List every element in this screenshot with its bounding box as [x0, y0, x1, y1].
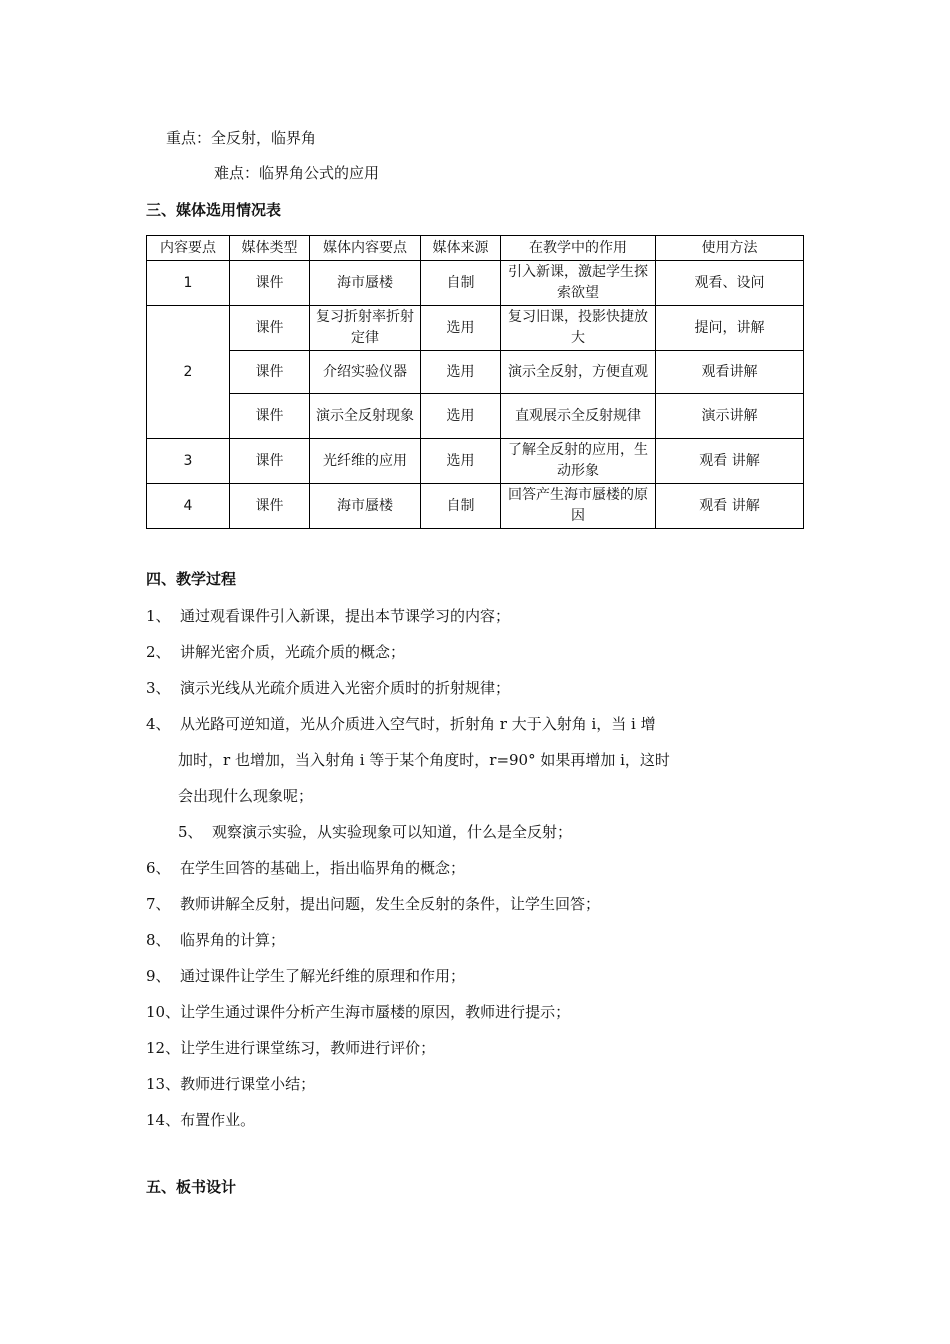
table-cell: 选用 [421, 439, 501, 484]
table-cell: 观看 讲解 [656, 439, 804, 484]
list-item-number: 1、 [146, 607, 171, 625]
list-item [146, 678, 510, 698]
list-item-text: 通过观看课件引入新课，提出本节课学习的内容； [180, 607, 511, 625]
list-item-continuation: 加时，r 也增加，当入射角 i 等于某个角度时，r=90° 如果再增加 i，这时 [178, 751, 670, 769]
list-item [178, 822, 572, 842]
table-cell: 复习折射率折射定律 [310, 306, 421, 351]
table-cell: 海市蜃楼 [310, 484, 421, 529]
table-row [147, 261, 804, 306]
list-item [146, 930, 285, 950]
list-item-text: 演示光线从光疏介质进入光密介质时的折射规律； [180, 679, 511, 697]
list-item-text: 教师讲解全反射，提出问题，发生全反射的条件，让学生回答； [180, 895, 601, 913]
key-point-line: 重点：全反射，临界角 [166, 129, 317, 147]
table-header-cell: 媒体类型 [230, 236, 310, 261]
section-3-title: 三、媒体选用情况表 [146, 201, 282, 219]
list-item [146, 606, 510, 626]
list-item-number: 2、 [146, 643, 171, 661]
table-cell: 海市蜃楼 [310, 261, 421, 306]
list-item-continuation: 会出现什么现象呢； [178, 787, 314, 805]
table-cell: 2 [147, 306, 230, 439]
table-cell: 观看、设问 [656, 261, 804, 306]
table-row [147, 484, 804, 529]
list-item-text: 临界角的计算； [180, 931, 286, 949]
table-cell: 课件 [230, 306, 310, 351]
table-cell: 演示全反射现象 [310, 394, 421, 439]
table-cell: 课件 [230, 484, 310, 529]
table-row [147, 439, 804, 484]
table-header-cell: 内容要点 [147, 236, 230, 261]
table-cell: 自制 [421, 484, 501, 529]
list-item [146, 1110, 255, 1130]
table-cell: 课件 [230, 261, 310, 306]
list-item-number: 9、 [146, 967, 171, 985]
list-item [146, 858, 465, 878]
list-item [146, 1002, 570, 1022]
table-cell: 选用 [421, 394, 501, 439]
table-cell: 观看讲解 [656, 351, 804, 394]
table-row [147, 351, 804, 394]
list-item [146, 894, 600, 914]
list-item-text: 在学生回答的基础上，指出临界角的概念； [180, 859, 466, 877]
table-cell: 自制 [421, 261, 501, 306]
table-cell: 了解全反射的应用，生动形象 [501, 439, 656, 484]
list-item-text: 观察演示实验，从实验现象可以知道，什么是全反射； [212, 823, 573, 841]
list-item-number: 8、 [146, 931, 171, 949]
table-cell: 1 [147, 261, 230, 306]
table-cell: 选用 [421, 306, 501, 351]
list-item-text: 让学生通过课件分析产生海市蜃楼的原因，教师进行提示； [180, 1003, 571, 1021]
table-cell: 演示讲解 [656, 394, 804, 439]
list-item-text: 教师进行课堂小结； [180, 1075, 316, 1093]
table-cell: 课件 [230, 351, 310, 394]
table-cell: 3 [147, 439, 230, 484]
list-item-number: 6、 [146, 859, 171, 877]
table-cell: 直观展示全反射规律 [501, 394, 656, 439]
table-header-cell: 使用方法 [656, 236, 804, 261]
list-item-number: 10、 [146, 1003, 181, 1021]
section-4-title: 四、教学过程 [146, 570, 237, 588]
table-cell: 介绍实验仪器 [310, 351, 421, 394]
table-cell: 课件 [230, 394, 310, 439]
table-cell: 课件 [230, 439, 310, 484]
table-cell: 演示全反射，方便直观 [501, 351, 656, 394]
table-cell: 观看 讲解 [656, 484, 804, 529]
list-item-number: 7、 [146, 895, 171, 913]
table-cell: 回答产生海市蜃楼的原因 [501, 484, 656, 529]
table-header-cell: 在教学中的作用 [501, 236, 656, 261]
list-item-text: 从光路可逆知道，光从介质进入空气时，折射角 r 大于入射角 i，当 i 增 [180, 715, 656, 733]
table-row [147, 394, 804, 439]
list-item [146, 1074, 315, 1094]
table-cell: 引入新课，激起学生探索欲望 [501, 261, 656, 306]
table-cell: 4 [147, 484, 230, 529]
difficulty-line: 难点：临界角公式的应用 [214, 164, 380, 182]
list-item-text: 讲解光密介质，光疏介质的概念； [180, 643, 406, 661]
media-selection-table [146, 235, 804, 529]
list-item-number: 14、 [146, 1111, 181, 1129]
table-header-row [147, 236, 804, 261]
table-cell: 提问，讲解 [656, 306, 804, 351]
table-row [147, 306, 804, 351]
section-5-title: 五、板书设计 [146, 1178, 237, 1196]
list-item-text: 布置作业。 [180, 1111, 256, 1129]
table-header-cell: 媒体内容要点 [310, 236, 421, 261]
list-item-number: 4、 [146, 715, 171, 733]
list-item [146, 1038, 435, 1058]
list-item-number: 3、 [146, 679, 171, 697]
list-item-number: 13、 [146, 1075, 181, 1093]
list-item-text: 让学生进行课堂练习，教师进行评价； [180, 1039, 436, 1057]
list-item-number: 12、 [146, 1039, 181, 1057]
list-item [146, 642, 405, 662]
table-cell: 光纤维的应用 [310, 439, 421, 484]
list-item-text: 通过课件让学生了解光纤维的原理和作用； [180, 967, 466, 985]
table-header-cell: 媒体来源 [421, 236, 501, 261]
list-item-number: 5、 [178, 823, 203, 841]
table-cell: 选用 [421, 351, 501, 394]
list-item [146, 966, 465, 986]
table-cell: 复习旧课，投影快捷放大 [501, 306, 656, 351]
list-item [146, 714, 656, 734]
